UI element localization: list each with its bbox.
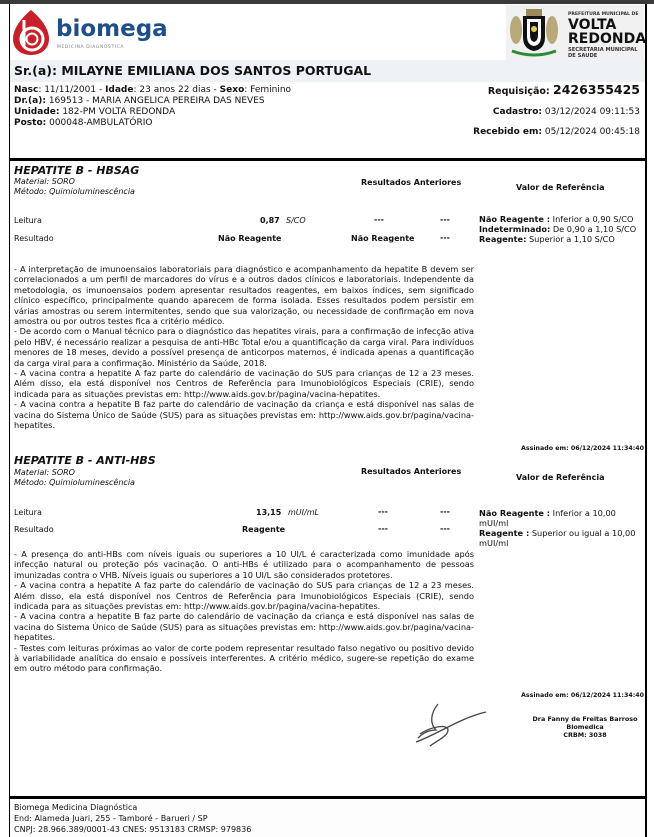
city-logo-line3: REDONDA <box>568 31 647 47</box>
footer-registrations: CNPJ: 28.966.389/0001-43 CNES: 9513183 CRMSP: 979836 <box>14 825 252 834</box>
city-logo-line4: SECRETARIA MUNICIPAL <box>568 47 638 53</box>
reference-text: Inferior a 0,90 S/CO <box>550 214 634 224</box>
reference-label: Reagente : <box>479 528 530 538</box>
reading-unit: S/CO <box>286 216 306 225</box>
reference-item <box>479 508 645 528</box>
reading-label: Leitura <box>14 216 42 225</box>
signed-timestamp: Assinado em: 06/12/2024 11:34:40 <box>521 692 644 699</box>
city-logo-line5: DE SAUDE <box>568 53 598 59</box>
volta-redonda-logo <box>506 5 647 60</box>
patient-name: Sr.(a): MILAYNE EMILIANA DOS SANTOS PORTUGAL <box>14 63 372 78</box>
reference-text: De 0,90 a 1,10 S/CO <box>550 224 637 234</box>
received-label: Recebido em: <box>473 127 542 137</box>
result-previous-2: --- <box>440 524 450 533</box>
sexo-value: : Feminino <box>244 85 292 95</box>
received-info <box>473 127 640 137</box>
post-value: 000048-AMBULATÓRIO <box>46 118 153 128</box>
doctor-info <box>14 96 265 106</box>
logo-tagline-text: MEDICINA DIAGNÓSTICA <box>57 45 125 50</box>
note-paragraph: - Testes com leituras próximas ao valor de corte podem representar resultado falso negativo ou positivo devido à variabilidade analítica do ensaio e possíveis interferentes. A critério médico, sugere-se repetição do exame em outro método para confirmação. <box>14 642 474 674</box>
reference-item <box>479 214 645 224</box>
unit-value: 182-PM VOLTA REDONDA <box>59 107 176 117</box>
previous-results-header: Resultados Anteriores <box>361 178 462 187</box>
result-label: Resultado <box>14 525 54 534</box>
reference-text: Superior a 1,10 S/CO <box>526 234 615 244</box>
result-value: Não Reagente <box>218 234 282 243</box>
note-paragraph: - A vacina contra a hepatite B faz parte do calendário de vacinação da criança e está disponível nas salas de vacina do Sistema Único de Saúde (SUS) para as situações previstas em: http://www.aids.gov.br/pagina/vacina-hepatites. <box>14 611 474 643</box>
result-previous-2: --- <box>440 233 450 242</box>
reference-label: Não Reagente : <box>479 214 551 224</box>
received-value: 05/12/2024 00:45:18 <box>541 127 640 137</box>
unit-label: Unidade: <box>14 107 60 117</box>
frame-border-right <box>645 4 647 837</box>
idade-value: : 23 anos 22 dias - <box>133 85 220 95</box>
note-paragraph: - A vacina contra a hepatite A faz parte do calendário de vacinação do SUS para crianças de 12 a 23 meses. Além disso, ela está disponível nos Centros de Referência para Imunobiológicos Especiais (CRIE), sendo indicada para as situações previstas em: http://www.aids.gov.br/pagina/vacina-hepatites. <box>14 580 474 612</box>
exam-notes <box>14 264 474 431</box>
reference-item <box>479 224 645 234</box>
reference-values <box>479 214 645 244</box>
result-previous-1: Não Reagente <box>351 234 415 243</box>
nasc-label: Nasc <box>14 85 39 95</box>
reference-item <box>479 528 645 548</box>
reference-label: Indeterminado: <box>479 224 551 234</box>
result-label: Resultado <box>14 234 54 243</box>
footer-company: Biomega Medicina Diagnóstica <box>14 803 138 812</box>
reference-item <box>479 234 645 244</box>
requisition-info <box>488 82 640 97</box>
requisition-number: 2426355425 <box>553 82 640 97</box>
registration-info <box>493 107 640 117</box>
footer-divider <box>10 796 646 799</box>
reading-previous-1: --- <box>374 215 384 224</box>
note-paragraph: - De acordo com o Manual técnico para o diagnóstico das hepatites virais, para a confirmação de infecção ativa pelo HBV, é necessário realizar a pesquisa de anti-HBc Total e/ou a quantificação da carga viral. Para indivíduos menores de 18 meses, devido a possível presença de anticorpos maternos, é indicada apenas a quantificação da carga viral para a confirmação. Ministério da Saúde, 2018. <box>14 326 474 368</box>
doctor-value: 169513 - MARIA ANGELICA PEREIRA DAS NEVES <box>45 96 265 106</box>
post-label: Posto: <box>14 118 47 128</box>
exam-notes <box>14 549 474 674</box>
note-paragraph: - A interpretação de imunoensaios laboratoriais para diagnóstico e acompanhamento da hepatite B devem ser correlacionados a um perfil de marcadores do vírus e a outros dados clínicos e laboratoriais. Independente da metodologia, os imunoensaios podem apresentar resultados reagentes, em baixos índices, sem significado clínico específico, principalmente quando aparecem de forma isolada. Esses resultados podem persistir em várias amostras ou serem intermitentes, sendo que sua valorização, ou necessidade de confirmação em nova amostra ou por outros testes fica a critério médico. <box>14 264 474 327</box>
registration-value: 03/12/2024 09:11:53 <box>541 107 640 117</box>
exam-title: HEPATITE B - HBSAG <box>14 164 140 177</box>
footer-address: End: Alameda Juari, 255 - Tamboré - Barueri / SP <box>14 814 208 823</box>
requisition-label: Requisição: <box>487 86 554 97</box>
signer-registration: CRBM: 3038 <box>563 731 607 739</box>
exam-material: Material: SORO <box>14 468 75 477</box>
reading-previous-2: --- <box>440 507 450 516</box>
unit-info <box>14 107 175 117</box>
signer-name: Dra Fanny de Freitas Barroso <box>532 715 638 723</box>
reading-label: Leitura <box>14 508 42 517</box>
reference-label: Reagente: <box>479 234 527 244</box>
reference-values <box>479 508 645 548</box>
top-bar <box>0 0 654 4</box>
reference-label: Não Reagente : <box>479 508 551 518</box>
result-previous-1: --- <box>378 524 388 533</box>
reading-previous-2: --- <box>440 215 450 224</box>
reference-header: Valor de Referência <box>516 473 605 482</box>
frame-border-left <box>9 4 10 837</box>
doctor-label: Dr.(a): <box>14 96 46 106</box>
sexo-label: Sexo <box>219 85 245 95</box>
registration-label: Cadastro: <box>492 107 542 117</box>
biomega-logo <box>11 6 168 56</box>
city-logo-line1: PREFEITURA MUNICIPAL DE <box>568 12 639 17</box>
post-info <box>14 118 152 128</box>
patient-birth-age-sex <box>14 85 291 95</box>
exam-title: HEPATITE B - ANTI-HBS <box>14 454 156 467</box>
note-paragraph: - A vacina contra a hepatite B faz parte do calendário de vacinação da criança e está disponível nas salas de vacina do Sistema Único de Saúde (SUS) para as situações previstas em: http://www.aids.gov.br/pagina/vacina-hepatites. <box>14 399 474 431</box>
city-logo-line2: VOLTA <box>568 17 617 33</box>
section-divider <box>10 158 646 161</box>
reference-text: Inferior a 10,00 mUI/ml <box>479 508 616 528</box>
reference-header: Valor de Referência <box>516 183 605 192</box>
signer-block <box>520 715 650 739</box>
result-value: Reagente <box>242 525 286 534</box>
note-paragraph: - A vacina contra a hepatite A faz parte do calendário de vacinação do SUS para crianças de 12 a 23 meses. Além disso, ela está disponível nos Centros de Referência para Imunobiológicos Especiais (CRIE), sendo indicada para as situações previstas em: http://www.aids.gov.br/pagina/vacina-hepatites. <box>14 368 474 399</box>
reading-value: 0,87 <box>260 216 280 225</box>
exam-material: Material: SORO <box>14 177 75 186</box>
exam-method: Método: Quimioluminescência <box>14 478 135 487</box>
reading-value: 13,15 <box>256 508 282 517</box>
previous-results-header: Resultados Anteriores <box>361 467 462 476</box>
exam-method: Método: Quimioluminescência <box>14 187 135 196</box>
signer-role: Biomedica <box>566 723 604 731</box>
reading-unit: mUI/mL <box>288 508 319 517</box>
reading-previous-1: --- <box>378 507 388 516</box>
nasc-value: : 11/11/2001 - <box>38 85 106 95</box>
handwritten-signature <box>408 700 488 748</box>
note-paragraph: - A presença do anti-HBs com níveis iguais ou superiores a 10 UI/L é caracterizada como imunidade após infecção natural ou proteção pós vacinação. O anti-HBs é utilizado para o acompanhamento de pessoas imunizadas contra o VHB. Níveis iguais ou superiores a 10 UI/L são considerados protetores. <box>14 549 474 580</box>
logo-brand-text: biomega <box>56 16 168 42</box>
signed-timestamp: Assinado em: 06/12/2024 11:34:40 <box>521 445 644 452</box>
reference-text: Superior ou igual a 10,00 mUI/ml <box>479 528 636 548</box>
idade-label: Idade <box>105 85 134 95</box>
